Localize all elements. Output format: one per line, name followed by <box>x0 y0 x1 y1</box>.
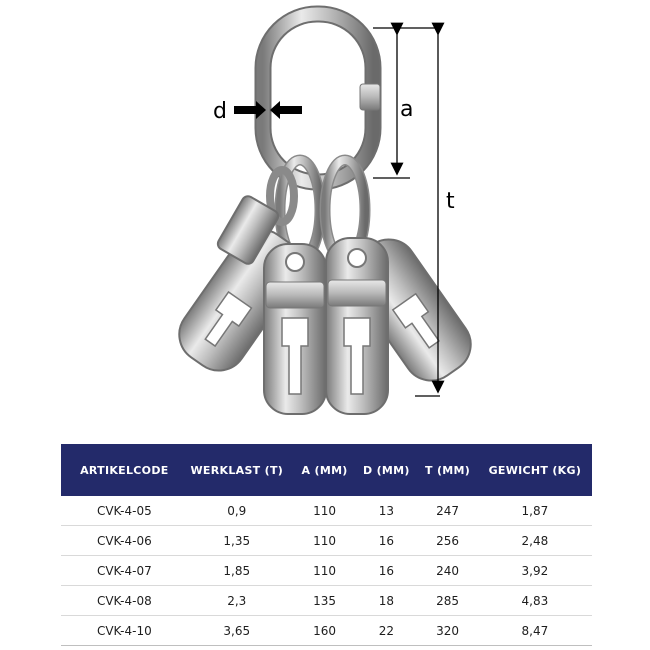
center-right-clutch <box>326 238 388 414</box>
master-link <box>263 14 380 182</box>
table-cell: 3,92 <box>478 556 592 586</box>
table-row <box>61 616 592 646</box>
table-cell: 0,9 <box>180 496 294 526</box>
table-cell: 3,65 <box>180 616 294 646</box>
table-cell: 1,87 <box>478 496 592 526</box>
table-cell: 4,83 <box>478 586 592 616</box>
table-cell: 240 <box>417 556 477 586</box>
column-header: T (MM) <box>425 463 471 477</box>
table-row <box>61 496 592 526</box>
table-cell: 110 <box>294 496 355 526</box>
table-cell: CVK-4-07 <box>61 556 180 586</box>
table-row <box>61 526 592 556</box>
table-cell: 160 <box>294 616 355 646</box>
table-cell: 16 <box>355 526 417 556</box>
d-label: d <box>213 99 227 124</box>
spec-table <box>61 444 592 646</box>
column-header: GEWICHT (KG) <box>488 463 582 477</box>
table-cell: 22 <box>355 616 417 646</box>
table-cell: 1,85 <box>180 556 294 586</box>
table-cell: 8,47 <box>478 616 592 646</box>
center-left-clutch <box>264 244 326 414</box>
table-cell: 1,35 <box>180 526 294 556</box>
column-header: ARTIKELCODE <box>80 463 169 477</box>
table-cell: CVK-4-06 <box>61 526 180 556</box>
table-cell: 18 <box>355 586 417 616</box>
column-header: WERKLAST (T) <box>190 463 284 477</box>
table-cell: 247 <box>417 496 477 526</box>
table-cell: 110 <box>294 526 355 556</box>
table-cell: 256 <box>417 526 477 556</box>
table-header-row <box>61 444 592 496</box>
table-cell: 16 <box>355 556 417 586</box>
table-cell: 110 <box>294 556 355 586</box>
column-header: A (MM) <box>301 463 348 477</box>
table-row <box>61 586 592 616</box>
column-header: D (MM) <box>363 463 410 477</box>
table-row <box>61 556 592 586</box>
table-cell: CVK-4-10 <box>61 616 180 646</box>
table-cell: 320 <box>417 616 477 646</box>
t-label: t <box>446 189 455 214</box>
table-cell: CVK-4-05 <box>61 496 180 526</box>
table-cell: 13 <box>355 496 417 526</box>
table-cell: 285 <box>417 586 477 616</box>
a-label: a <box>400 97 414 122</box>
table-cell: 2,3 <box>180 586 294 616</box>
table-cell: 135 <box>294 586 355 616</box>
table-cell: 2,48 <box>478 526 592 556</box>
table-cell: CVK-4-08 <box>61 586 180 616</box>
